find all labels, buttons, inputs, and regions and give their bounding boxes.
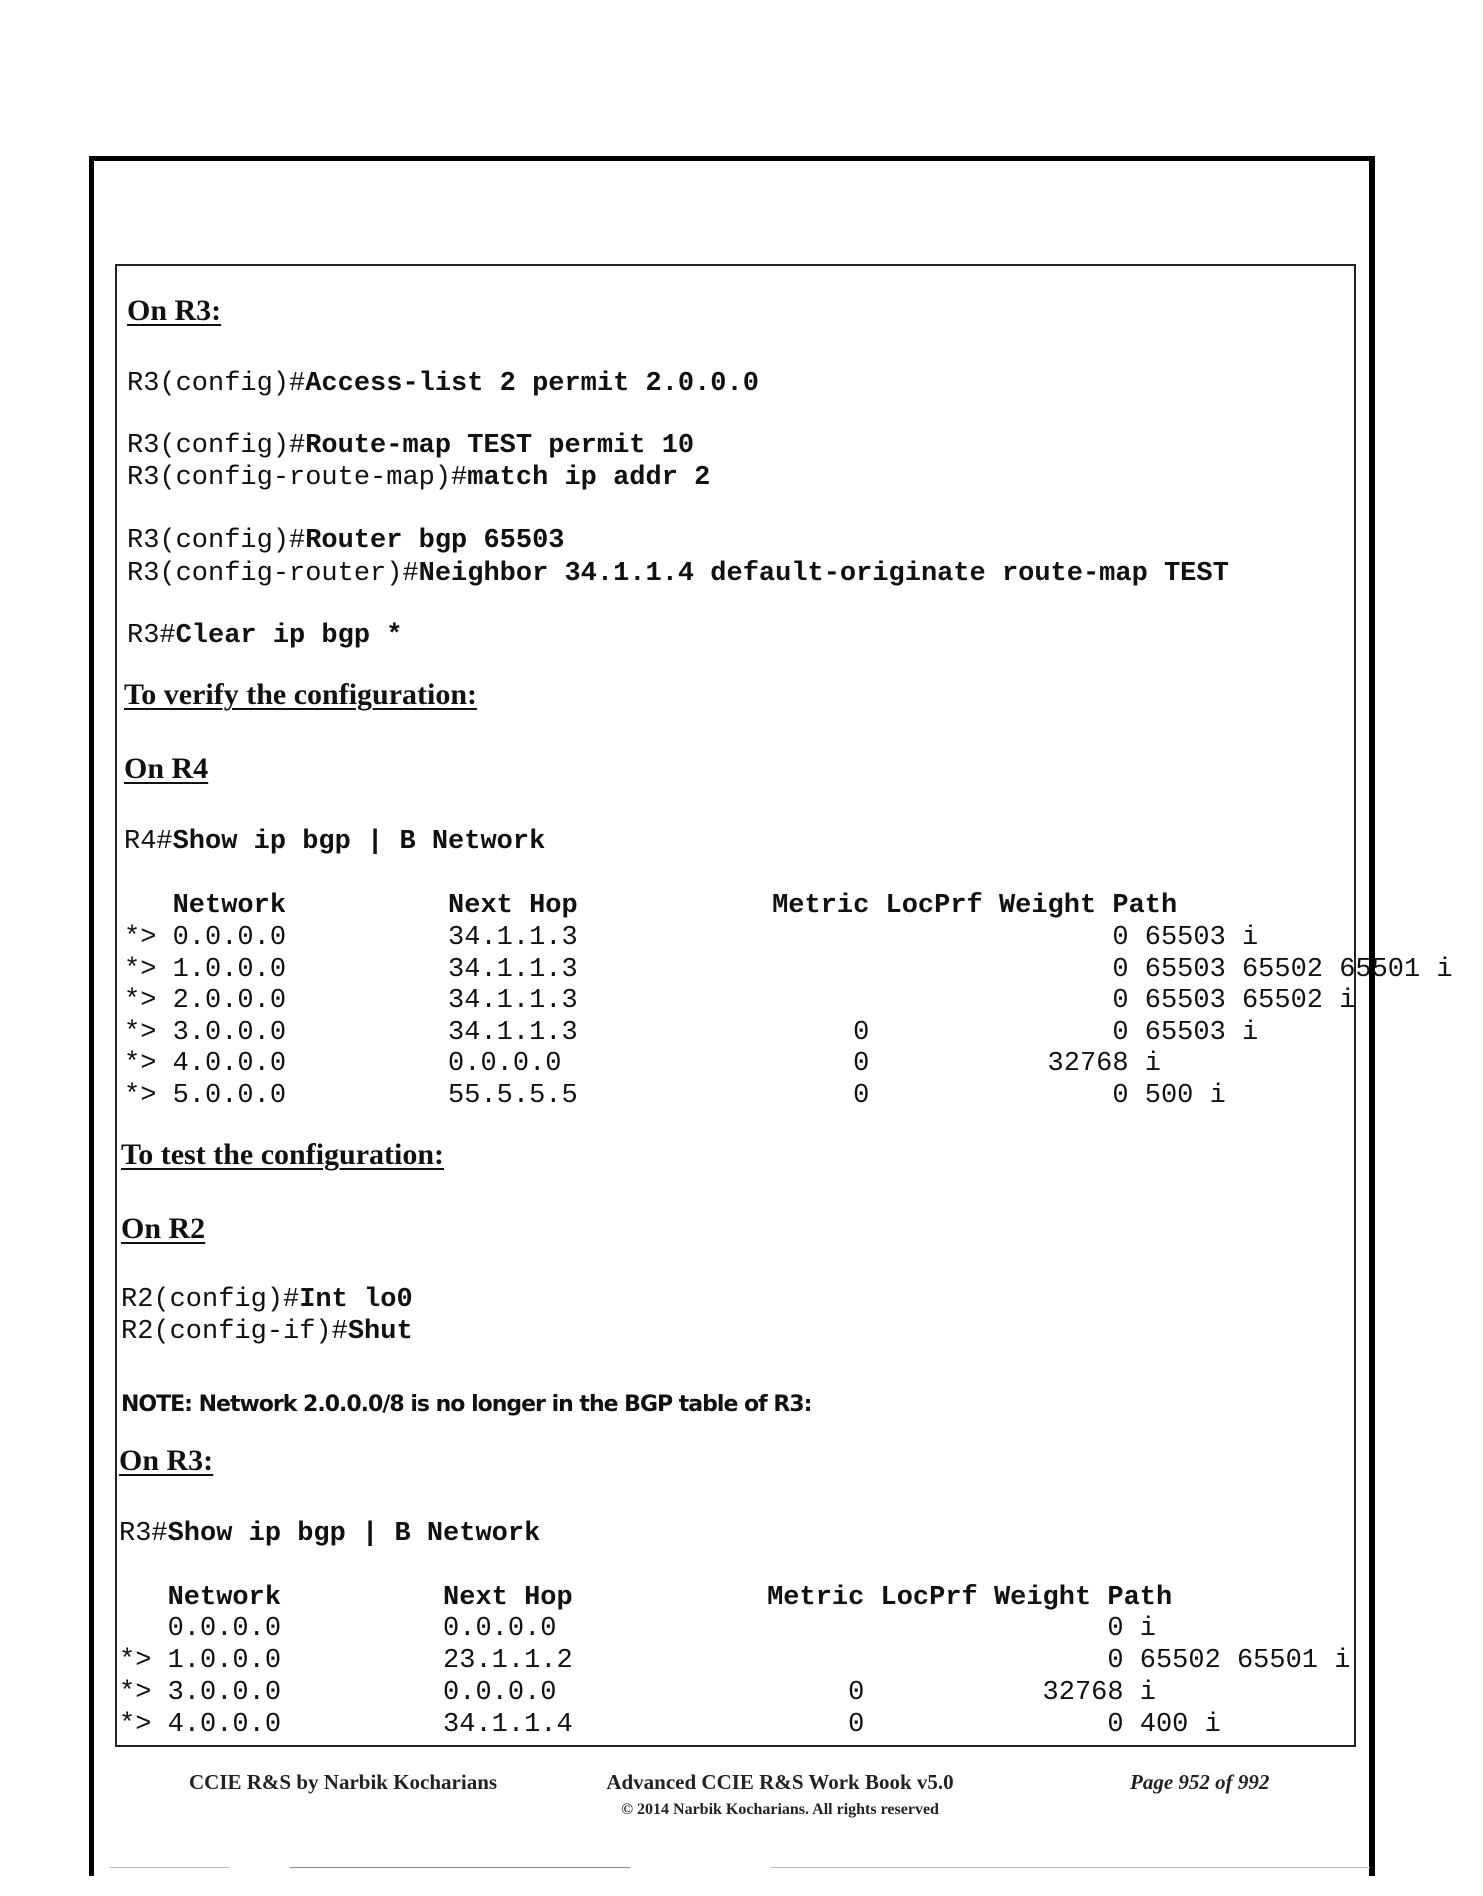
bgp-table-row: *> 1.0.0.0 34.1.1.3 0 65503 65502 65501 i — [124, 955, 1453, 985]
cli-command: Shut — [347, 1317, 413, 1347]
footer-book-title: Advanced CCIE R&S Work Book v5.0 — [606, 1770, 954, 1794]
footer-author: CCIE R&S by Narbik Kocharians — [189, 1770, 498, 1794]
section-heading-test: To test the configuration: — [121, 1138, 445, 1171]
cli-prompt: R3(config-router)# — [127, 559, 419, 589]
footer-page-number: Page 952 of 992 — [1130, 1770, 1270, 1794]
scan-artifact — [770, 1867, 1370, 1868]
footer-copyright: © 2014 Narbik Kocharians. All rights reserved — [621, 1801, 939, 1818]
cli-prompt: R4# — [124, 827, 173, 857]
cli-prompt: R3(config)# — [127, 526, 306, 556]
section-heading-on-r3: On R3: — [127, 294, 222, 327]
code-line — [121, 1317, 413, 1347]
code-line — [127, 463, 710, 493]
cli-prompt: R3(config-route-map)# — [127, 463, 468, 493]
cli-command: Int lo0 — [299, 1285, 413, 1315]
code-line — [124, 827, 545, 857]
code-line — [127, 621, 402, 651]
cli-prompt: R2(config)# — [121, 1285, 300, 1315]
bgp-table-row: 0.0.0.0 0.0.0.0 0 i — [119, 1614, 1156, 1644]
bgp-table-row: *> 1.0.0.0 23.1.1.2 0 65502 65501 i — [119, 1646, 1351, 1676]
cli-command: Show ip bgp | B Network — [172, 827, 546, 857]
code-line — [127, 369, 759, 399]
bgp-table-row: *> 2.0.0.0 34.1.1.3 0 65503 65502 i — [124, 986, 1356, 1016]
scan-artifact — [290, 1867, 630, 1868]
cli-command: Route-map TEST permit 10 — [305, 431, 695, 461]
bgp-table-row: *> 4.0.0.0 34.1.1.4 0 0 400 i — [119, 1710, 1221, 1740]
bgp-table-row: *> 5.0.0.0 55.5.5.5 0 0 500 i — [124, 1081, 1226, 1111]
section-heading-on-r2: On R2 — [121, 1212, 206, 1245]
cli-prompt: R3(config)# — [127, 431, 306, 461]
code-line — [119, 1519, 540, 1549]
scan-artifact — [110, 1867, 230, 1868]
cli-prompt: R2(config-if)# — [121, 1317, 348, 1347]
cli-prompt: R3(config)# — [127, 369, 306, 399]
section-heading-verify: To verify the configuration: — [124, 678, 478, 711]
section-heading-on-r4: On R4 — [124, 752, 209, 785]
cli-command: Neighbor 34.1.1.4 default-originate route-map TEST — [418, 559, 1229, 589]
code-line — [121, 1285, 413, 1315]
cli-prompt: R3# — [127, 621, 176, 651]
note-text: NOTE: Network 2.0.0.0/8 is no longer in the BGP table of R3: — [121, 1392, 812, 1417]
bgp-table-header: Network Next Hop Metric LocPrf Weight Path — [124, 891, 1178, 921]
bgp-table-row: *> 4.0.0.0 0.0.0.0 0 32768 i — [124, 1049, 1161, 1079]
section-heading-on-r3-after: On R3: — [119, 1444, 214, 1477]
bgp-table-header: Network Next Hop Metric LocPrf Weight Path — [119, 1583, 1173, 1613]
code-line — [127, 559, 1229, 589]
bgp-table-row: *> 0.0.0.0 34.1.1.3 0 65503 i — [124, 923, 1259, 953]
cli-command: Clear ip bgp * — [175, 621, 403, 651]
bgp-table-row: *> 3.0.0.0 34.1.1.3 0 0 65503 i — [124, 1018, 1259, 1048]
code-line — [127, 526, 564, 556]
cli-prompt: R3# — [119, 1519, 168, 1549]
bgp-table-row: *> 3.0.0.0 0.0.0.0 0 32768 i — [119, 1678, 1156, 1708]
code-line — [127, 431, 694, 461]
cli-command: match ip addr 2 — [467, 463, 711, 493]
cli-command: Access-list 2 permit 2.0.0.0 — [305, 369, 759, 399]
cli-command: Show ip bgp | B Network — [167, 1519, 541, 1549]
cli-command: Router bgp 65503 — [305, 526, 565, 556]
